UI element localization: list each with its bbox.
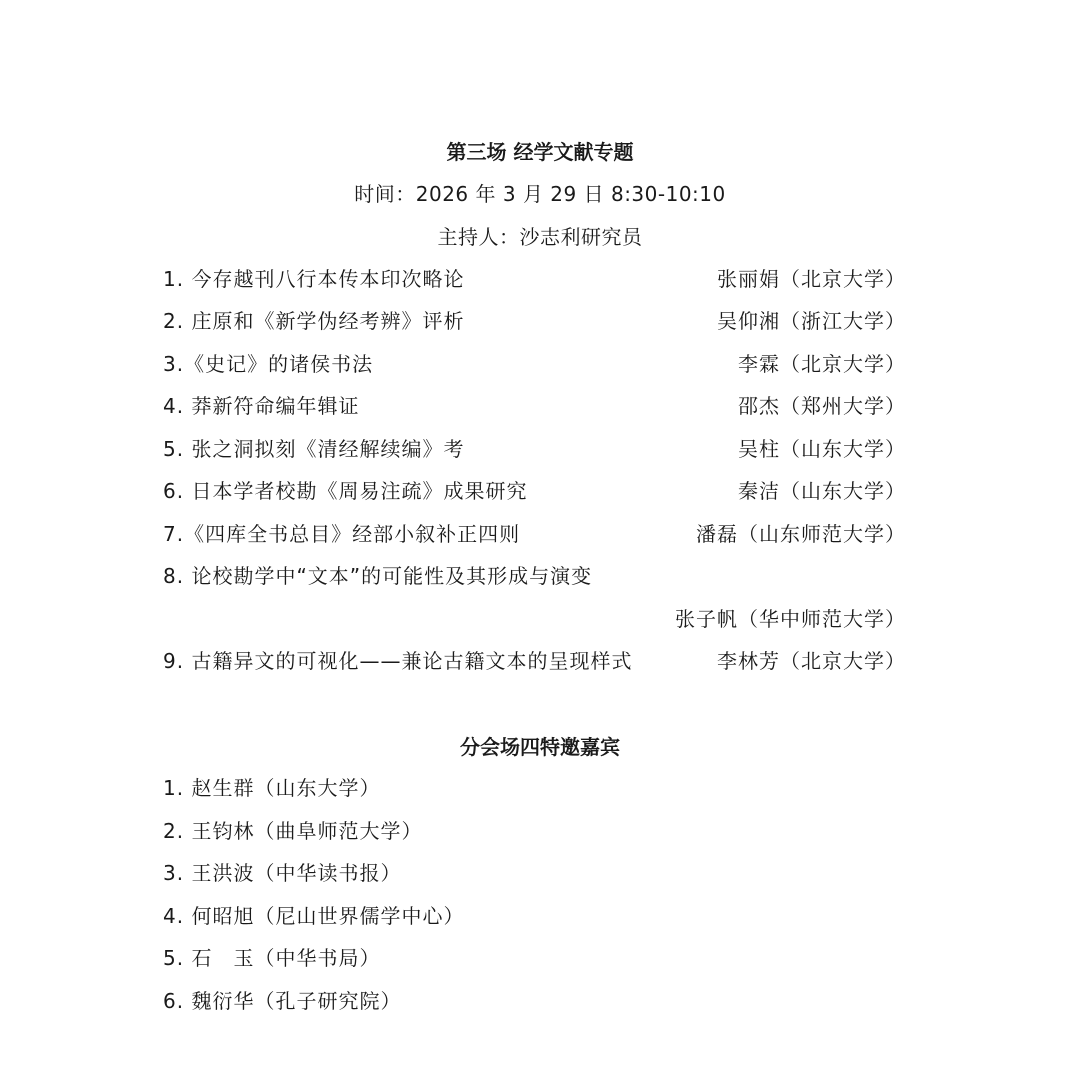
guest-item: 2. 王钧林（曲阜师范大学） bbox=[163, 819, 423, 843]
guests-heading: 分会场四特邀嘉宾 bbox=[460, 735, 620, 759]
talk-title: 4. 莽新符命编年辑证 bbox=[163, 394, 360, 418]
talk-row-continuation bbox=[163, 605, 906, 633]
guest-item: 6. 魏衍华（孔子研究院） bbox=[163, 989, 402, 1013]
guest-item: 3. 王洪波（中华读书报） bbox=[163, 861, 402, 885]
session-heading: 第三场 经学文献专题 bbox=[446, 140, 634, 164]
talk-title: 2. 庄原和《新学伪经考辨》评析 bbox=[163, 309, 465, 333]
talk-title: 8. 论校勘学中“文本”的可能性及其形成与演变 bbox=[163, 564, 593, 588]
talk-title: 6. 日本学者校勘《周易注疏》成果研究 bbox=[163, 479, 528, 503]
talk-row bbox=[163, 477, 906, 505]
talk-row bbox=[163, 350, 906, 378]
talk-speaker: 李霖（北京大学） bbox=[738, 352, 906, 376]
talk-row bbox=[163, 435, 906, 463]
talk-speaker: 张丽娟（北京大学） bbox=[717, 267, 906, 291]
talk-row bbox=[163, 647, 906, 675]
talk-title: 3.《史记》的诸侯书法 bbox=[163, 352, 374, 376]
talk-speaker: 吴仰湘（浙江大学） bbox=[717, 309, 906, 333]
talk-speaker: 潘磊（山东师范大学） bbox=[696, 522, 906, 546]
session-host: 主持人：沙志利研究员 bbox=[437, 225, 643, 249]
talk-row bbox=[163, 520, 906, 548]
talk-speaker: 吴柱（山东大学） bbox=[738, 437, 906, 461]
talk-row bbox=[163, 307, 906, 335]
talk-title: 1. 今存越刊八行本传本印次略论 bbox=[163, 267, 465, 291]
talk-speaker: 张子帆（华中师范大学） bbox=[675, 607, 906, 631]
guest-item: 1. 赵生群（山东大学） bbox=[163, 776, 381, 800]
talk-title: 5. 张之洞拟刻《清经解续编》考 bbox=[163, 437, 465, 461]
talk-title: 9. 古籍异文的可视化——兼论古籍文本的呈现样式 bbox=[163, 649, 633, 673]
talk-speaker: 秦洁（山东大学） bbox=[738, 479, 906, 503]
guest-item: 4. 何昭旭（尼山世界儒学中心） bbox=[163, 904, 465, 928]
talk-speaker: 邵杰（郑州大学） bbox=[738, 394, 906, 418]
talk-row bbox=[163, 562, 906, 590]
session-time: 时间：2026 年 3 月 29 日 8:30-10:10 bbox=[354, 182, 726, 206]
talk-title: 7.《四库全书总目》经部小叙补正四则 bbox=[163, 522, 521, 546]
talk-speaker: 李林芳（北京大学） bbox=[717, 649, 906, 673]
guest-item: 5. 石 玉（中华书局） bbox=[163, 946, 381, 970]
talk-row bbox=[163, 392, 906, 420]
talk-row bbox=[163, 265, 906, 293]
